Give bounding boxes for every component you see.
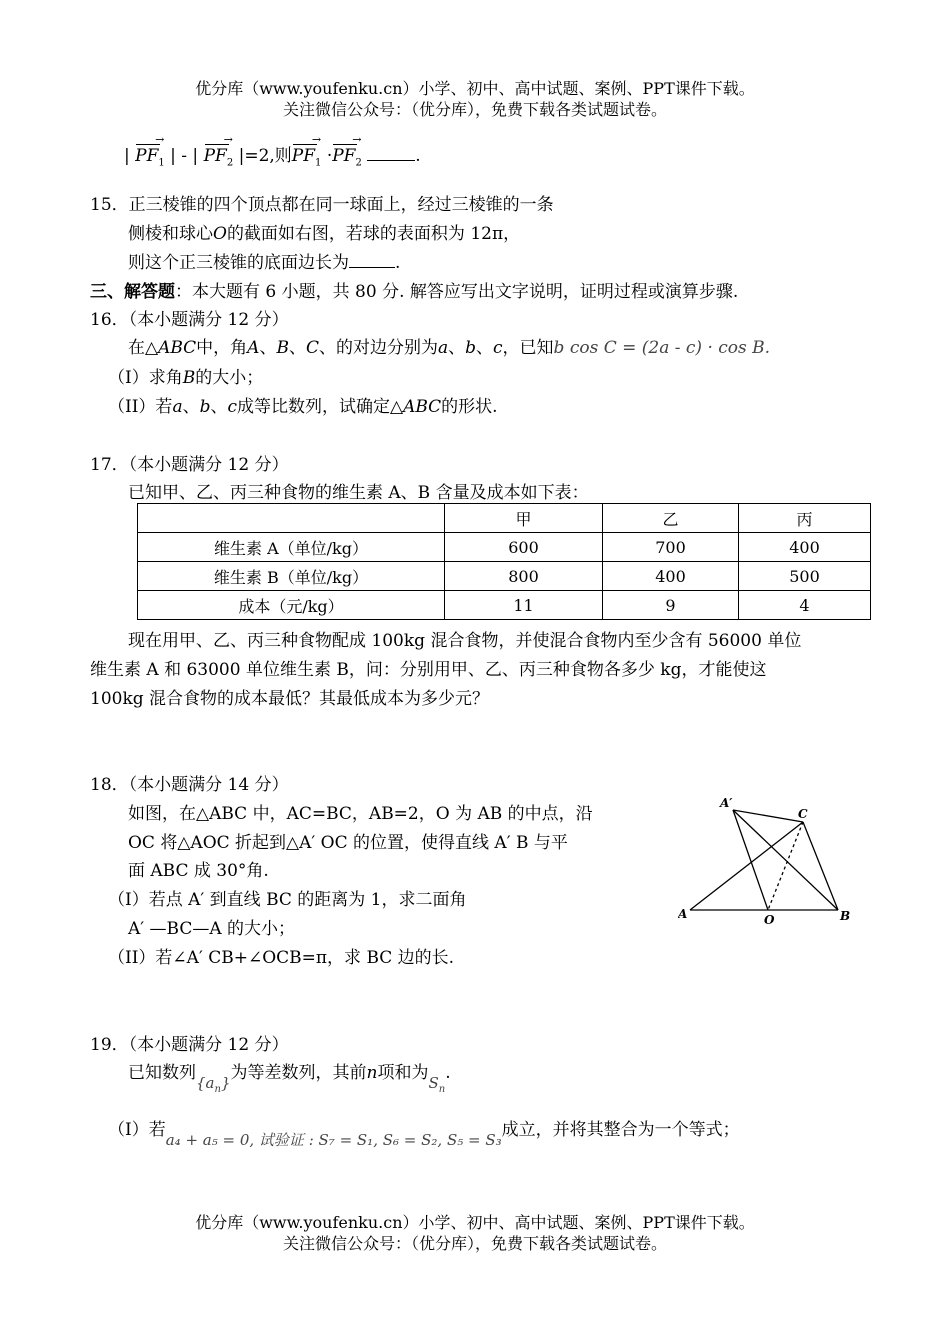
table-cell: 9 <box>603 591 739 620</box>
table-cell: 丙 <box>739 504 871 533</box>
table-cell: 500 <box>739 562 871 591</box>
footer-line-1: 优分库（www.youfenku.cn）小学、初中、高中试题、案例、PPT课件下载。 <box>195 1213 755 1232</box>
header-line-1: 优分库（www.youfenku.cn）小学、初中、高中试题、案例、PPT课件下载。 <box>195 79 755 98</box>
table-cell: 乙 <box>603 504 739 533</box>
q17-para-3: 100kg 混合食物的成本最低？其最低成本为多少元？ <box>90 689 490 709</box>
table-row <box>138 591 871 620</box>
q19-line-1: 已知数列$\{a_n\}$为等差数列，其前n项和为$S_n$. <box>128 1063 451 1095</box>
q18-line-5: A′ —BC—A 的大小； <box>128 919 296 939</box>
q17-para-1: 现在用甲、乙、丙三种食物配成 100kg 混合食物，并使混合食物内至少含有 56000 单位 <box>128 631 802 651</box>
table-row <box>138 533 871 562</box>
label-o: O <box>764 913 775 927</box>
edge-aprime-b <box>733 810 838 910</box>
label-b: B <box>840 909 851 923</box>
table-cell: 成本（元/kg） <box>138 591 445 620</box>
table-cell: 4 <box>739 591 871 620</box>
label-a: A <box>678 907 688 921</box>
q16-formula: b cos C = (2a - c) · cos B. <box>553 338 771 358</box>
q18-line-3: 面 ABC 成 30°角. <box>128 861 269 881</box>
label-c: C <box>798 807 808 821</box>
q17-stem: 已知甲、乙、丙三种食物的维生素 A、B 含量及成本如下表： <box>128 483 589 503</box>
table-row <box>138 562 871 591</box>
q16-stem: 在△ABC中，角A、B、C、的对边分别为a、b、c，已知b cos C = (2a - c) · cos B. <box>128 338 771 358</box>
answer-blank <box>367 148 415 161</box>
q15-line-1: 15．正三棱锥的四个顶点都在同一球面上，经过三棱锥的一条 <box>90 195 554 215</box>
q19-part-1: （I）若a₄ + a₅ = 0, 试验证 : S₇ = S₁, S₆ = S₂, S₅ = S₃成立，并将其整合为一个等式； <box>108 1120 740 1149</box>
table-cell: 400 <box>739 533 871 562</box>
table-cell: 甲 <box>445 504 603 533</box>
section-3-heading: 三、解答题：本大题有 6 小题，共 80 分. 解答应写出文字说明，证明过程或演算步骤. <box>90 282 739 302</box>
q17-header: 17．（本小题满分 12 分） <box>90 455 289 475</box>
q19-formula: a₄ + a₅ = 0, 试验证 : S₇ = S₁, S₆ = S₂, S₅ = S₃ <box>165 1131 502 1149</box>
table-cell: 600 <box>445 533 603 562</box>
q15-line-3: 则这个正三棱锥的底面边长为 . <box>128 253 401 273</box>
footer-line-2: 关注微信公众号：（优分库），免费下载各类试题试卷。 <box>282 1234 667 1253</box>
q14-tail: | PF $\to_1$ | - | PF $\to_2$ |=2,则PF $\to_1 \cdot PF \to_2$ . <box>124 141 421 168</box>
q19-header: 19．（本小题满分 12 分） <box>90 1035 289 1055</box>
q18-line-1: 如图，在△ABC 中，AC=BC，AB=2，O 为 AB 的中点，沿 <box>128 804 593 824</box>
q18-part-1: （I）若点 A′ 到直线 BC 的距离为 1，求二面角 <box>108 890 467 910</box>
q18-part-2: （II）若∠A′ CB+∠OCB=π，求 BC 边的长. <box>108 948 455 968</box>
q17-para-2: 维生素 A 和 63000 单位维生素 B，问：分别用甲、乙、丙三种食物各多少 kg，才能使这 <box>90 660 767 680</box>
q16-part-1: （I）求角B的大小； <box>108 368 264 388</box>
vitamin-table <box>137 503 871 620</box>
q15-line-2: 侧棱和球心O的截面如右图，若球的表面积为 12π， <box>128 224 521 244</box>
sequence-symbol: $\{a_n\}$ <box>196 1074 231 1095</box>
table-cell <box>138 504 445 533</box>
vector-pf1-b: PF → <box>292 146 315 166</box>
edge-c-b <box>803 822 838 910</box>
edge-a-c <box>690 822 803 910</box>
label-a-prime: A′ <box>720 796 733 810</box>
table-header-row <box>138 504 871 533</box>
vector-pf1-a: PF → <box>135 146 158 166</box>
q18-line-2: OC 将△AOC 折起到△A′ OC 的位置，使得直线 A′ B 与平 <box>128 833 568 853</box>
table-cell: 维生素 A（单位/kg） <box>138 533 445 562</box>
vector-pf2-b: PF → <box>332 146 355 166</box>
q18-header: 18．（本小题满分 14 分） <box>90 775 289 795</box>
folded-triangle-figure <box>678 790 868 930</box>
q16-header: 16．（本小题满分 12 分） <box>90 310 289 330</box>
table-cell: 11 <box>445 591 603 620</box>
q16-part-2: （II）若a、b、c成等比数列，试确定△ABC的形状. <box>108 397 498 417</box>
header-line-2: 关注微信公众号：（优分库），免费下载各类试题试卷。 <box>282 100 667 119</box>
table-cell: 400 <box>603 562 739 591</box>
table-cell: 800 <box>445 562 603 591</box>
table-cell: 维生素 B（单位/kg） <box>138 562 445 591</box>
sum-symbol: $S_n$ <box>428 1074 446 1095</box>
vector-pf2-a: PF → <box>204 146 227 166</box>
answer-blank <box>349 253 395 268</box>
table-cell: 700 <box>603 533 739 562</box>
edge-aprime-o <box>733 810 768 910</box>
